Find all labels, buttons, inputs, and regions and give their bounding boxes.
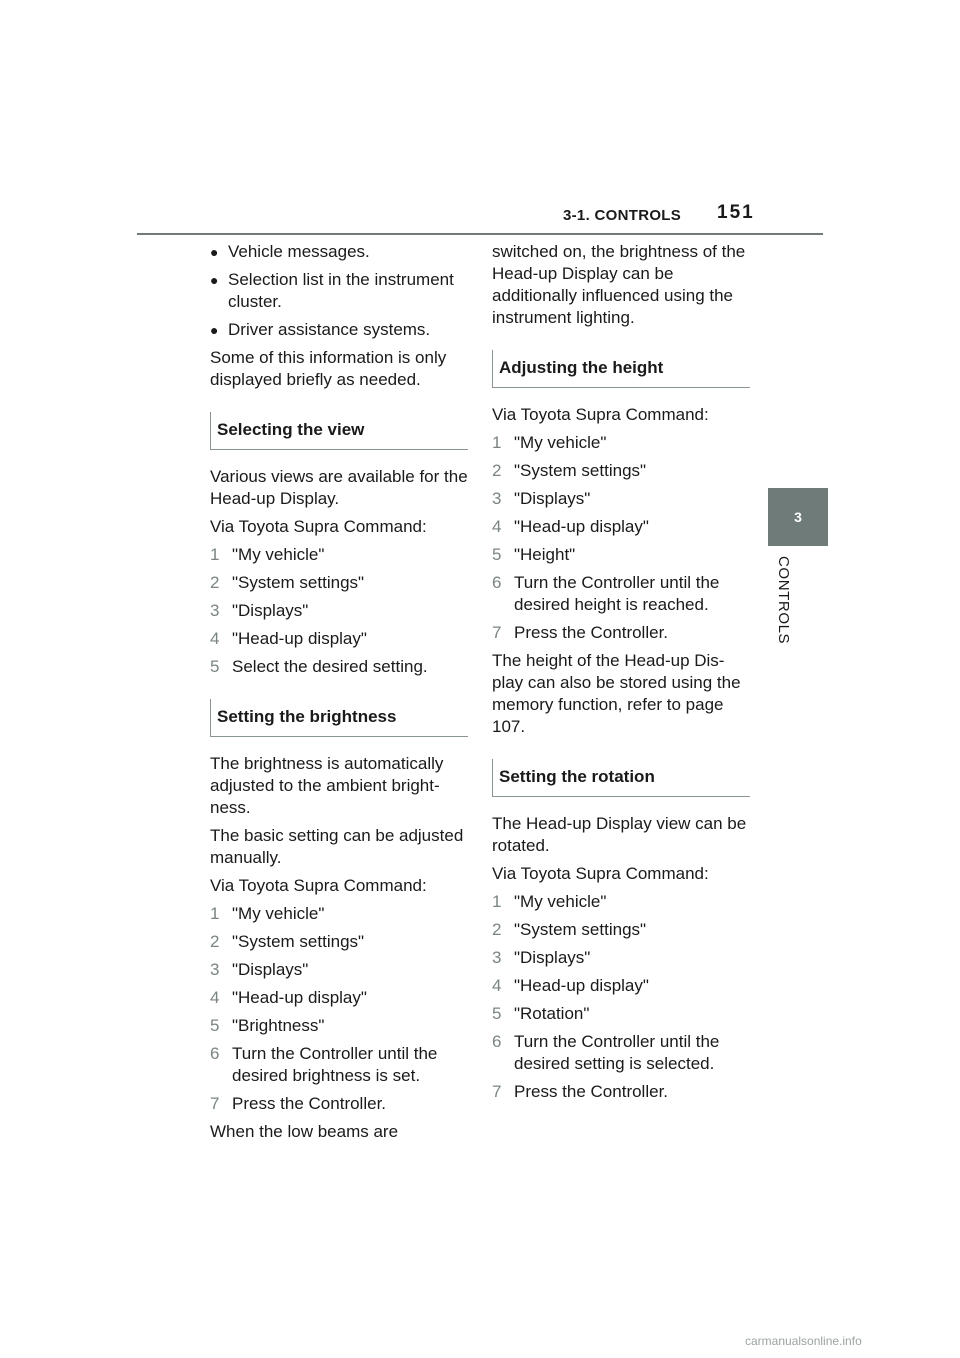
step-item bbox=[492, 919, 754, 941]
step-item bbox=[210, 628, 472, 650]
step-item bbox=[210, 656, 472, 678]
step-number: 2 bbox=[492, 920, 502, 939]
step-text: Turn the Controller until the desired brightness is set. bbox=[232, 1044, 438, 1085]
step-text: "My vehicle" bbox=[514, 892, 607, 911]
step-item bbox=[210, 959, 472, 981]
list-item: ● Vehicle messages. bbox=[210, 242, 370, 261]
step-item bbox=[492, 947, 754, 969]
step-number: 2 bbox=[210, 932, 220, 951]
step-number: 1 bbox=[492, 433, 502, 452]
heading-selecting-view: Selecting the view bbox=[210, 412, 468, 450]
step-text: Turn the Controller until the desired height is reached. bbox=[514, 573, 720, 614]
step-number: 1 bbox=[492, 892, 502, 911]
step-text: Turn the Controller until the desired setting is selected. bbox=[514, 1032, 720, 1073]
info-note: Some of this information is only displayed briefly as needed. bbox=[210, 348, 447, 389]
step-number: 5 bbox=[492, 545, 502, 564]
paragraph: Via Toyota Supra Command: bbox=[210, 517, 427, 536]
step-text: "My vehicle" bbox=[232, 904, 325, 923]
paragraph: The Head-up Display view can be rotated. bbox=[492, 814, 747, 855]
step-item bbox=[492, 432, 754, 454]
page-number: 151 bbox=[717, 202, 755, 223]
step-text: Press the Controller. bbox=[514, 1082, 669, 1101]
step-text: "My vehicle" bbox=[232, 545, 325, 564]
step-text: "Rotation" bbox=[514, 1004, 590, 1023]
step-text: "Head-up display" bbox=[514, 517, 649, 536]
paragraph: The height of the Head-up Dis-play can also be stored using the memory function, refer to page 107. bbox=[492, 651, 741, 736]
step-item bbox=[210, 987, 472, 1009]
step-text: "System settings" bbox=[232, 932, 365, 951]
step-number: 5 bbox=[210, 1016, 220, 1035]
step-text: "Head-up display" bbox=[232, 988, 367, 1007]
step-item bbox=[492, 488, 754, 510]
heading-rotation: Setting the rotation bbox=[492, 759, 750, 797]
right-column bbox=[492, 241, 754, 1109]
heading-height: Adjusting the height bbox=[492, 350, 750, 388]
step-number: 7 bbox=[210, 1094, 220, 1113]
paragraph: Various views are available for the Head-up Display. bbox=[210, 467, 468, 508]
paragraph: Via Toyota Supra Command: bbox=[492, 864, 709, 883]
step-number: 6 bbox=[492, 573, 502, 592]
step-number: 1 bbox=[210, 545, 220, 564]
steps-rotation bbox=[492, 891, 754, 1103]
bullet-icon: ● bbox=[210, 272, 219, 288]
step-item bbox=[492, 975, 754, 997]
step-item bbox=[492, 572, 754, 616]
steps-view bbox=[210, 544, 472, 678]
paragraph: The brightness is automatically adjusted to the ambient bright-ness. bbox=[210, 754, 444, 817]
step-item bbox=[210, 544, 472, 566]
step-item bbox=[492, 622, 754, 644]
step-item bbox=[492, 891, 754, 913]
step-text: Press the Controller. bbox=[514, 623, 669, 642]
step-number: 2 bbox=[210, 573, 220, 592]
step-number: 6 bbox=[492, 1032, 502, 1051]
list-item: ● Driver assistance systems. bbox=[210, 320, 431, 339]
chapter-label: CONTROLS bbox=[775, 556, 792, 645]
bullet-icon: ● bbox=[210, 322, 219, 338]
step-text: Press the Controller. bbox=[232, 1094, 387, 1113]
step-item bbox=[210, 572, 472, 594]
step-number: 3 bbox=[492, 948, 502, 967]
step-text: "System settings" bbox=[514, 461, 647, 480]
step-item bbox=[210, 1093, 472, 1115]
step-item bbox=[492, 1081, 754, 1103]
step-number: 4 bbox=[210, 629, 220, 648]
heading-brightness: Setting the brightness bbox=[210, 699, 468, 737]
step-item bbox=[210, 600, 472, 622]
paragraph: switched on, the brightness of the Head-up Display can be additionally influenced using the instrument lighting. bbox=[492, 242, 746, 327]
step-number: 4 bbox=[492, 517, 502, 536]
list-item: ● Selection list in the instrument cluster. bbox=[210, 270, 454, 311]
step-number: 2 bbox=[492, 461, 502, 480]
step-number: 7 bbox=[492, 1082, 502, 1101]
left-column bbox=[210, 241, 472, 1149]
step-text: "Head-up display" bbox=[232, 629, 367, 648]
step-item bbox=[210, 1015, 472, 1037]
step-item bbox=[492, 1031, 754, 1075]
step-text: "Displays" bbox=[232, 601, 309, 620]
paragraph: When the low beams are bbox=[210, 1122, 399, 1141]
step-number: 3 bbox=[210, 960, 220, 979]
paragraph: Via Toyota Supra Command: bbox=[492, 405, 709, 424]
step-text: "Displays" bbox=[232, 960, 309, 979]
bullet-icon: ● bbox=[210, 244, 219, 260]
step-number: 3 bbox=[210, 601, 220, 620]
step-text: "System settings" bbox=[514, 920, 647, 939]
steps-brightness bbox=[210, 903, 472, 1115]
step-item bbox=[210, 1043, 472, 1087]
step-text: "Height" bbox=[514, 545, 576, 564]
step-number: 7 bbox=[492, 623, 502, 642]
step-text: "Displays" bbox=[514, 489, 591, 508]
step-number: 4 bbox=[210, 988, 220, 1007]
step-item bbox=[210, 931, 472, 953]
step-text: "Brightness" bbox=[232, 1016, 325, 1035]
chapter-tab bbox=[768, 488, 828, 546]
step-number: 6 bbox=[210, 1044, 220, 1063]
step-text: "Head-up display" bbox=[514, 976, 649, 995]
chapter-tab-number: 3 bbox=[794, 509, 802, 525]
paragraph: Via Toyota Supra Command: bbox=[210, 876, 427, 895]
step-number: 5 bbox=[210, 657, 220, 676]
step-item bbox=[492, 516, 754, 538]
paragraph: The basic setting can be adjusted manually. bbox=[210, 826, 464, 867]
step-item bbox=[492, 460, 754, 482]
step-number: 4 bbox=[492, 976, 502, 995]
section-title: 3-1. CONTROLS bbox=[563, 207, 682, 224]
step-number: 5 bbox=[492, 1004, 502, 1023]
step-item bbox=[210, 903, 472, 925]
step-text: "System settings" bbox=[232, 573, 365, 592]
step-item bbox=[492, 544, 754, 566]
step-number: 1 bbox=[210, 904, 220, 923]
header-divider bbox=[137, 233, 823, 235]
steps-height bbox=[492, 432, 754, 644]
step-text: "My vehicle" bbox=[514, 433, 607, 452]
step-text: Select the desired setting. bbox=[232, 657, 428, 676]
watermark: carmanualsonline.info bbox=[745, 1334, 862, 1348]
step-item bbox=[492, 1003, 754, 1025]
step-number: 3 bbox=[492, 489, 502, 508]
step-text: "Displays" bbox=[514, 948, 591, 967]
